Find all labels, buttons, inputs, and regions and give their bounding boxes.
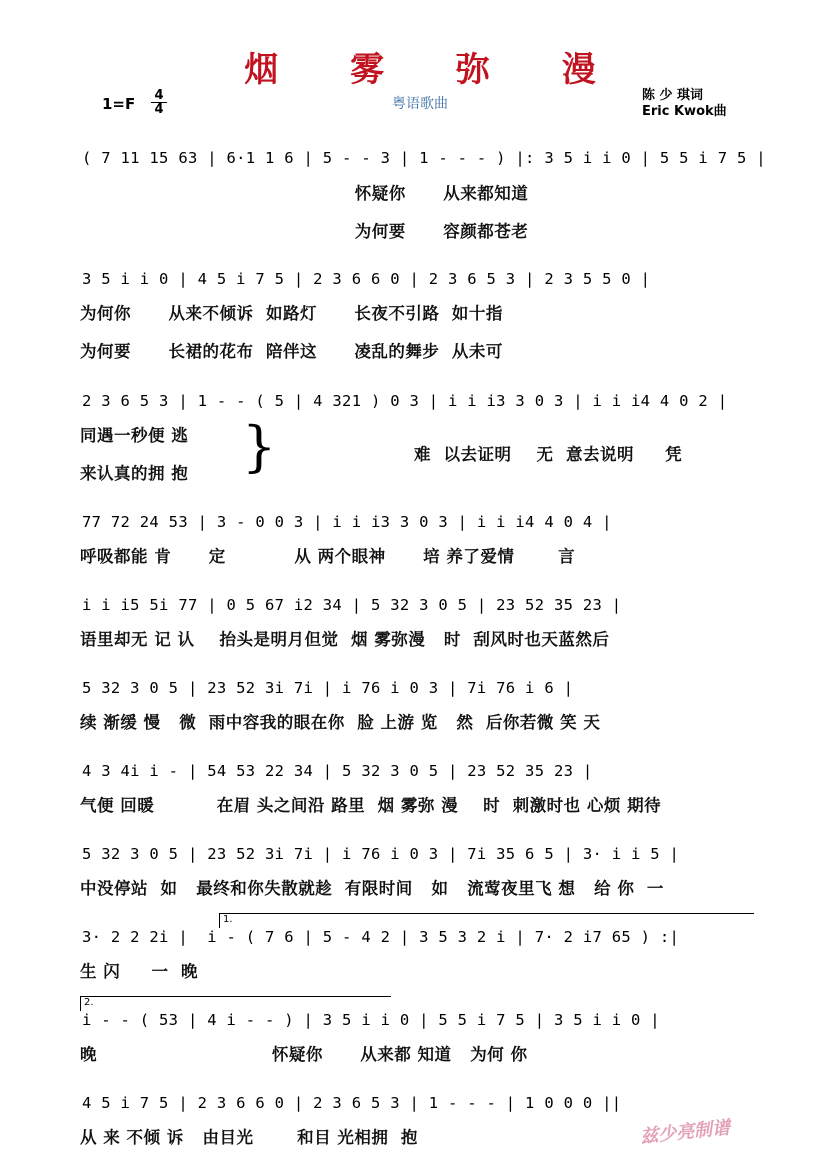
second-ending-label: 2. — [84, 997, 94, 1008]
lyric-verse-1: 中没停站 如 最终和你失散就趁 有限时间 如 流莺夜里飞 想 给 你 一 — [80, 879, 664, 898]
notation-line: 77 72 24 53 | 3 - 0 0 3 | i i i3 3 0 3 | i i i4 4 0 4 | — [82, 513, 612, 531]
notation-line: 5 32 3 0 5 | 23 52 3i 7i | i 76 i 0 3 | 7i 76 i 6 | — [82, 679, 574, 697]
first-ending-label: 1. — [223, 914, 233, 925]
credits — [642, 88, 727, 120]
lyric-verse-2: 为何要 容颜都苍老 — [80, 222, 529, 241]
song-subtitle: 粤语歌曲 — [392, 96, 448, 112]
notation-line: 4 3 4i i - | 54 53 22 34 | 5 32 3 0 5 | 23 52 35 23 | — [82, 762, 593, 780]
notation-line: 4 5 i 7 5 | 2 3 6 6 0 | 2 3 6 5 3 | 1 - - - | 1 0 0 0 || — [82, 1094, 622, 1112]
composer-credit: Eric Kwok曲 — [642, 104, 727, 119]
notation-line: i - - ( 53 | 4 i - - ) | 3 5 i i 0 | 5 5 i 7 5 | 3 5 i i 0 | — [82, 1011, 660, 1029]
key-signature: 1=F — [102, 95, 136, 113]
time-signature-top: 4 — [151, 89, 167, 103]
lyric-verse-2: 为何要 长裙的花布 陪伴这 凌乱的舞步 从未可 — [80, 342, 503, 361]
time-signature-bottom: 4 — [154, 102, 164, 117]
song-title: 烟 雾 弥 漫 — [244, 50, 626, 90]
lyric-verse-1: 晚 怀疑你 从来都 知道 为何 你 — [80, 1045, 528, 1064]
notation-line: 3 5 i i 0 | 4 5 i 7 5 | 2 3 6 6 0 | 2 3 6 5 3 | 2 3 5 5 0 | — [82, 270, 651, 288]
lyric-verse-1: 从 来 不倾 诉 由目光 和目 光相拥 抱 — [80, 1128, 418, 1147]
lyric-verse-1: 同遇一秒便 逃 — [80, 426, 189, 445]
lyric-verse-1: 气便 回暖 在眉 头之间沿 路里 烟 雾弥 漫 时 刺激时也 心烦 期待 — [80, 796, 662, 815]
lyric-verse-1: 呼吸都能 肯 定 从 两个眼神 培 养了爱情 言 — [80, 547, 576, 566]
watermark: 兹少亮制谱 — [639, 1117, 732, 1148]
lyric-verse-1: 怀疑你 从来都知道 — [80, 184, 529, 203]
lyricist-credit: 陈 少 琪词 — [642, 88, 704, 103]
notation-line: 3· 2 2 2i | i - ( 7 6 | 5 - 4 2 | 3 5 3 2 i | 7· 2 i7 65 ) :| — [82, 928, 680, 946]
verse-brace: } — [242, 415, 277, 478]
lyric-verse-1: 为何你 从来不倾诉 如路灯 长夜不引路 如十指 — [80, 304, 503, 323]
notation-line: ( 7 11 15 63 | 6·1 1 6 | 5 - - 3 | 1 - - - ) |: 3 5 i i 0 | 5 5 i 7 5 | — [82, 149, 766, 167]
notation-line: 5 32 3 0 5 | 23 52 3i 7i | i 76 i 0 3 | 7i 35 6 5 | 3· i i 5 | — [82, 845, 680, 863]
notation-line: i i i5 5i 77 | 0 5 67 i2 34 | 5 32 3 0 5 | 23 52 35 23 | — [82, 596, 622, 614]
lyric-verse-2: 来认真的拥 抱 — [80, 464, 189, 483]
second-ending-bracket — [80, 996, 391, 1011]
lyric-verse-1: 生 闪 一 晚 — [80, 962, 198, 981]
lyric-shared: 难 以去证明 无 意去说明 凭 — [414, 445, 683, 464]
first-ending-bracket — [219, 913, 754, 928]
lyric-verse-1: 语里却无 记 认 抬头是明月但觉 烟 雾弥漫 时 刮风时也天蓝然后 — [80, 630, 610, 649]
lyric-verse-1: 续 渐缓 慢 微 雨中容我的眼在你 脸 上游 览 然 后你若微 笑 天 — [80, 713, 601, 732]
notation-line: 2 3 6 5 3 | 1 - - ( 5 | 4 321 ) 0 3 | i i i3 3 0 3 | i i i4 4 0 2 | — [82, 392, 728, 410]
